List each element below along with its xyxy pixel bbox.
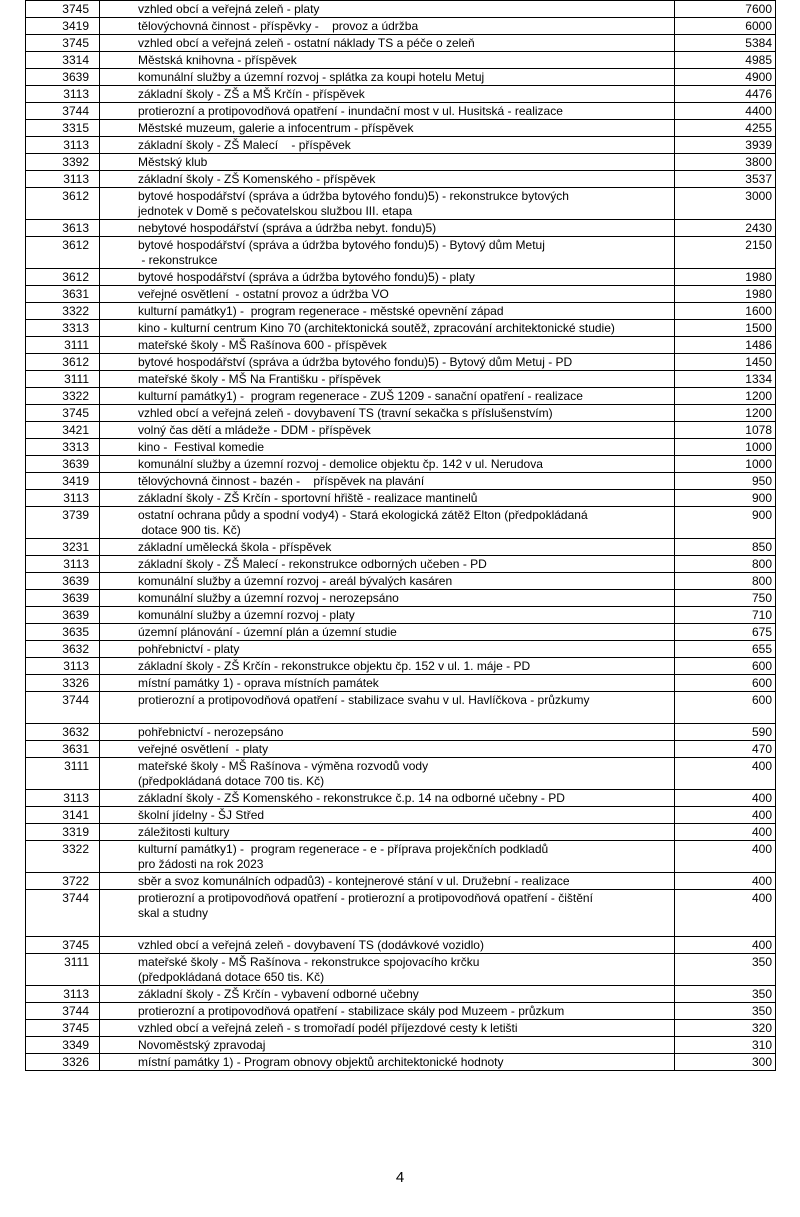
row-description: Městský klub bbox=[100, 154, 675, 171]
row-description: záležitosti kultury bbox=[100, 824, 675, 841]
table-row bbox=[26, 69, 776, 86]
row-description: bytové hospodářství (správa a údržba bytového fondu)5) - Bytový dům Metuj - PD bbox=[100, 354, 675, 371]
row-description: pohřebnictví - platy bbox=[100, 641, 675, 658]
row-code: 3745 bbox=[26, 937, 100, 954]
table-row bbox=[26, 675, 776, 692]
row-description: základní školy - ZŠ a MŠ Krčín - příspěvek bbox=[100, 86, 675, 103]
row-amount: 400 bbox=[675, 841, 776, 873]
row-amount: 3939 bbox=[675, 137, 776, 154]
row-amount: 400 bbox=[675, 790, 776, 807]
row-description: tělovýchovná činnost - bazén - příspěvek na plavání bbox=[100, 473, 675, 490]
row-amount: 600 bbox=[675, 658, 776, 675]
table-row bbox=[26, 120, 776, 137]
row-amount: 675 bbox=[675, 624, 776, 641]
row-code: 3313 bbox=[26, 320, 100, 337]
row-amount: 400 bbox=[675, 890, 776, 937]
row-description: kino - Festival komedie bbox=[100, 439, 675, 456]
row-code: 3635 bbox=[26, 624, 100, 641]
row-code: 3314 bbox=[26, 52, 100, 69]
row-code: 3113 bbox=[26, 658, 100, 675]
budget-table-body bbox=[26, 1, 776, 1071]
row-amount: 2150 bbox=[675, 237, 776, 269]
row-description: kino - kulturní centrum Kino 70 (architektonická soutěž, zpracování architektonické studie) bbox=[100, 320, 675, 337]
row-amount: 800 bbox=[675, 573, 776, 590]
row-code: 3421 bbox=[26, 422, 100, 439]
table-row bbox=[26, 724, 776, 741]
table-row bbox=[26, 303, 776, 320]
row-code: 3113 bbox=[26, 137, 100, 154]
table-row bbox=[26, 35, 776, 52]
row-amount: 320 bbox=[675, 1020, 776, 1037]
row-code: 3639 bbox=[26, 590, 100, 607]
row-amount: 600 bbox=[675, 692, 776, 724]
table-row bbox=[26, 937, 776, 954]
page-number: 4 bbox=[395, 1169, 405, 1186]
row-code: 3111 bbox=[26, 371, 100, 388]
row-description: vzhled obcí a veřejná zeleň - dovybavení TS (travní sekačka s příslušenstvím) bbox=[100, 405, 675, 422]
row-description: komunální služby a územní rozvoj - platy bbox=[100, 607, 675, 624]
row-description: vzhled obcí a veřejná zeleň - ostatní náklady TS a péče o zeleň bbox=[100, 35, 675, 52]
row-code: 3111 bbox=[26, 337, 100, 354]
row-amount: 6000 bbox=[675, 18, 776, 35]
row-description: Městská knihovna - příspěvek bbox=[100, 52, 675, 69]
row-amount: 7600 bbox=[675, 1, 776, 18]
table-row bbox=[26, 473, 776, 490]
row-amount: 750 bbox=[675, 590, 776, 607]
row-amount: 400 bbox=[675, 758, 776, 790]
table-row bbox=[26, 741, 776, 758]
table-row bbox=[26, 456, 776, 473]
row-code: 3113 bbox=[26, 490, 100, 507]
table-row bbox=[26, 188, 776, 220]
table-row bbox=[26, 590, 776, 607]
row-amount: 1000 bbox=[675, 439, 776, 456]
row-description: mateřské školy - MŠ Na Františku - příspěvek bbox=[100, 371, 675, 388]
row-amount: 1200 bbox=[675, 388, 776, 405]
table-row bbox=[26, 841, 776, 873]
row-description: místní památky 1) - oprava místních památek bbox=[100, 675, 675, 692]
row-amount: 5384 bbox=[675, 35, 776, 52]
row-code: 3326 bbox=[26, 1054, 100, 1071]
row-amount: 1500 bbox=[675, 320, 776, 337]
row-description: základní umělecká škola - příspěvek bbox=[100, 539, 675, 556]
row-description: veřejné osvětlení - platy bbox=[100, 741, 675, 758]
row-amount: 2430 bbox=[675, 220, 776, 237]
row-amount: 1000 bbox=[675, 456, 776, 473]
row-amount: 900 bbox=[675, 490, 776, 507]
row-amount: 1200 bbox=[675, 405, 776, 422]
row-code: 3744 bbox=[26, 1003, 100, 1020]
table-row bbox=[26, 371, 776, 388]
table-row bbox=[26, 1003, 776, 1020]
table-row bbox=[26, 86, 776, 103]
table-row bbox=[26, 573, 776, 590]
table-row bbox=[26, 18, 776, 35]
row-description: komunální služby a územní rozvoj - splátka za koupi hotelu Metuj bbox=[100, 69, 675, 86]
row-code: 3631 bbox=[26, 741, 100, 758]
row-amount: 1078 bbox=[675, 422, 776, 439]
row-description: školní jídelny - ŠJ Střed bbox=[100, 807, 675, 824]
table-row bbox=[26, 658, 776, 675]
row-amount: 1980 bbox=[675, 286, 776, 303]
table-row bbox=[26, 220, 776, 237]
table-row bbox=[26, 954, 776, 986]
row-description: protierozní a protipovodňová opatření - stabilizace svahu v ul. Havlíčkova - průzkumy bbox=[100, 692, 675, 724]
row-code: 3745 bbox=[26, 1, 100, 18]
row-description: kulturní památky1) - program regenerace - městské opevnění západ bbox=[100, 303, 675, 320]
row-description: volný čas dětí a mládeže - DDM - příspěvek bbox=[100, 422, 675, 439]
row-description: kulturní památky1) - program regenerace - e - příprava projekčních podkladů pro žádosti na rok 2023 bbox=[100, 841, 675, 873]
row-amount: 400 bbox=[675, 824, 776, 841]
table-row bbox=[26, 422, 776, 439]
row-amount: 850 bbox=[675, 539, 776, 556]
row-code: 3111 bbox=[26, 954, 100, 986]
row-code: 3632 bbox=[26, 724, 100, 741]
row-amount: 3000 bbox=[675, 188, 776, 220]
row-amount: 1334 bbox=[675, 371, 776, 388]
row-amount: 1600 bbox=[675, 303, 776, 320]
row-amount: 4476 bbox=[675, 86, 776, 103]
row-code: 3632 bbox=[26, 641, 100, 658]
row-code: 3722 bbox=[26, 873, 100, 890]
row-code: 3745 bbox=[26, 1020, 100, 1037]
row-description: sběr a svoz komunálních odpadů3) - kontejnerové stání v ul. Družební - realizace bbox=[100, 873, 675, 890]
budget-table bbox=[25, 0, 776, 1071]
row-description: tělovýchovná činnost - příspěvky - provoz a údržba bbox=[100, 18, 675, 35]
row-description: vzhled obcí a veřejná zeleň - dovybavení TS (dodávkové vozidlo) bbox=[100, 937, 675, 954]
row-description: základní školy - ZŠ Komenského - rekonstrukce č.p. 14 na odborné učebny - PD bbox=[100, 790, 675, 807]
table-row bbox=[26, 624, 776, 641]
row-amount: 350 bbox=[675, 986, 776, 1003]
row-amount: 1980 bbox=[675, 269, 776, 286]
row-code: 3231 bbox=[26, 539, 100, 556]
row-amount: 310 bbox=[675, 1037, 776, 1054]
row-description: územní plánování - územní plán a územní studie bbox=[100, 624, 675, 641]
row-amount: 470 bbox=[675, 741, 776, 758]
table-row bbox=[26, 890, 776, 937]
row-code: 3612 bbox=[26, 354, 100, 371]
row-code: 3113 bbox=[26, 86, 100, 103]
row-amount: 900 bbox=[675, 507, 776, 539]
row-code: 3315 bbox=[26, 120, 100, 137]
table-row bbox=[26, 986, 776, 1003]
row-description: protierozní a protipovodňová opatření - protierozní a protipovodňová opatření - čištění skal a studny bbox=[100, 890, 675, 937]
row-code: 3612 bbox=[26, 269, 100, 286]
table-row bbox=[26, 1054, 776, 1071]
table-row bbox=[26, 103, 776, 120]
row-code: 3639 bbox=[26, 456, 100, 473]
row-amount: 1450 bbox=[675, 354, 776, 371]
row-amount: 590 bbox=[675, 724, 776, 741]
row-code: 3322 bbox=[26, 388, 100, 405]
row-description: místní památky 1) - Program obnovy objektů architektonické hodnoty bbox=[100, 1054, 675, 1071]
row-description: protierozní a protipovodňová opatření - stabilizace skály pod Muzeem - průzkum bbox=[100, 1003, 675, 1020]
row-code: 3419 bbox=[26, 18, 100, 35]
row-code: 3739 bbox=[26, 507, 100, 539]
row-code: 3612 bbox=[26, 237, 100, 269]
table-row bbox=[26, 52, 776, 69]
table-row bbox=[26, 556, 776, 573]
table-row bbox=[26, 154, 776, 171]
row-description: kulturní památky1) - program regenerace - ZUŠ 1209 - sanační opatření - realizace bbox=[100, 388, 675, 405]
row-code: 3639 bbox=[26, 69, 100, 86]
row-code: 3319 bbox=[26, 824, 100, 841]
table-row bbox=[26, 607, 776, 624]
row-amount: 400 bbox=[675, 807, 776, 824]
row-description: bytové hospodářství (správa a údržba bytového fondu)5) - platy bbox=[100, 269, 675, 286]
table-row bbox=[26, 269, 776, 286]
row-code: 3745 bbox=[26, 405, 100, 422]
table-row bbox=[26, 1020, 776, 1037]
row-amount: 4900 bbox=[675, 69, 776, 86]
table-row bbox=[26, 237, 776, 269]
row-description: základní školy - ZŠ Krčín - vybavení odborné učebny bbox=[100, 986, 675, 1003]
row-code: 3419 bbox=[26, 473, 100, 490]
table-row bbox=[26, 405, 776, 422]
row-description: komunální služby a územní rozvoj - demolice objektu čp. 142 v ul. Nerudova bbox=[100, 456, 675, 473]
table-row bbox=[26, 137, 776, 154]
row-amount: 950 bbox=[675, 473, 776, 490]
table-row bbox=[26, 171, 776, 188]
table-row bbox=[26, 490, 776, 507]
table-row bbox=[26, 824, 776, 841]
row-code: 3613 bbox=[26, 220, 100, 237]
row-code: 3639 bbox=[26, 573, 100, 590]
row-code: 3631 bbox=[26, 286, 100, 303]
row-code: 3744 bbox=[26, 692, 100, 724]
table-row bbox=[26, 388, 776, 405]
table-row bbox=[26, 1, 776, 18]
table-row bbox=[26, 790, 776, 807]
row-amount: 800 bbox=[675, 556, 776, 573]
table-row bbox=[26, 807, 776, 824]
row-amount: 4985 bbox=[675, 52, 776, 69]
row-description: veřejné osvětlení - ostatní provoz a údržba VO bbox=[100, 286, 675, 303]
row-description: bytové hospodářství (správa a údržba bytového fondu)5) - Bytový dům Metuj - rekonstrukce bbox=[100, 237, 675, 269]
row-amount: 600 bbox=[675, 675, 776, 692]
row-amount: 400 bbox=[675, 873, 776, 890]
table-row bbox=[26, 286, 776, 303]
row-description: základní školy - ZŠ Komenského - příspěvek bbox=[100, 171, 675, 188]
row-amount: 1486 bbox=[675, 337, 776, 354]
table-row bbox=[26, 354, 776, 371]
row-description: nebytové hospodářství (správa a údržba nebyt. fondu)5) bbox=[100, 220, 675, 237]
row-amount: 4255 bbox=[675, 120, 776, 137]
row-amount: 400 bbox=[675, 937, 776, 954]
table-row bbox=[26, 320, 776, 337]
row-description: základní školy - ZŠ Malecí - rekonstrukce odborných učeben - PD bbox=[100, 556, 675, 573]
row-code: 3113 bbox=[26, 986, 100, 1003]
row-amount: 350 bbox=[675, 1003, 776, 1020]
row-code: 3392 bbox=[26, 154, 100, 171]
table-row bbox=[26, 641, 776, 658]
row-description: komunální služby a územní rozvoj - nerozepsáno bbox=[100, 590, 675, 607]
row-code: 3113 bbox=[26, 790, 100, 807]
table-row bbox=[26, 1037, 776, 1054]
row-description: vzhled obcí a veřejná zeleň - platy bbox=[100, 1, 675, 18]
row-amount: 710 bbox=[675, 607, 776, 624]
row-description: protierozní a protipovodňová opatření - inundační most v ul. Husitská - realizace bbox=[100, 103, 675, 120]
row-code: 3612 bbox=[26, 188, 100, 220]
row-amount: 3800 bbox=[675, 154, 776, 171]
row-code: 3744 bbox=[26, 103, 100, 120]
row-code: 3313 bbox=[26, 439, 100, 456]
table-row bbox=[26, 539, 776, 556]
row-description: základní školy - ZŠ Krčín - rekonstrukce objektu čp. 152 v ul. 1. máje - PD bbox=[100, 658, 675, 675]
row-code: 3744 bbox=[26, 890, 100, 937]
row-amount: 655 bbox=[675, 641, 776, 658]
table-row bbox=[26, 692, 776, 724]
row-description: Městské muzeum, galerie a infocentrum - příspěvek bbox=[100, 120, 675, 137]
row-amount: 3537 bbox=[675, 171, 776, 188]
row-code: 3639 bbox=[26, 607, 100, 624]
table-row bbox=[26, 873, 776, 890]
row-description: vzhled obcí a veřejná zeleň - s tromořadí podél příjezdové cesty k letišti bbox=[100, 1020, 675, 1037]
table-row bbox=[26, 337, 776, 354]
row-description: Novoměstský zpravodaj bbox=[100, 1037, 675, 1054]
row-code: 3322 bbox=[26, 841, 100, 873]
row-amount: 4400 bbox=[675, 103, 776, 120]
row-description: mateřské školy - MŠ Rašínova - výměna rozvodů vody (předpokládaná dotace 700 tis. Kč) bbox=[100, 758, 675, 790]
row-description: základní školy - ZŠ Malecí - příspěvek bbox=[100, 137, 675, 154]
row-description: bytové hospodářství (správa a údržba bytového fondu)5) - rekonstrukce bytových jednotek v Domě s pečovatelskou službou III. etapa bbox=[100, 188, 675, 220]
row-code: 3349 bbox=[26, 1037, 100, 1054]
row-description: mateřské školy - MŠ Rašínova 600 - příspěvek bbox=[100, 337, 675, 354]
row-code: 3322 bbox=[26, 303, 100, 320]
row-description: základní školy - ZŠ Krčín - sportovní hřiště - realizace mantinelů bbox=[100, 490, 675, 507]
row-description: ostatní ochrana půdy a spodní vody4) - Stará ekologická zátěž Elton (předpokládaná dotace 900 tis. Kč) bbox=[100, 507, 675, 539]
row-description: komunální služby a územní rozvoj - areál bývalých kasáren bbox=[100, 573, 675, 590]
row-amount: 350 bbox=[675, 954, 776, 986]
table-row bbox=[26, 439, 776, 456]
row-code: 3745 bbox=[26, 35, 100, 52]
row-code: 3141 bbox=[26, 807, 100, 824]
table-row bbox=[26, 507, 776, 539]
table-row bbox=[26, 758, 776, 790]
row-code: 3111 bbox=[26, 758, 100, 790]
row-code: 3113 bbox=[26, 171, 100, 188]
row-amount: 300 bbox=[675, 1054, 776, 1071]
row-description: mateřské školy - MŠ Rašínova - rekonstrukce spojovacího krčku (předpokládaná dotace 650 tis. Kč) bbox=[100, 954, 675, 986]
row-code: 3113 bbox=[26, 556, 100, 573]
row-description: pohřebnictví - nerozepsáno bbox=[100, 724, 675, 741]
row-code: 3326 bbox=[26, 675, 100, 692]
